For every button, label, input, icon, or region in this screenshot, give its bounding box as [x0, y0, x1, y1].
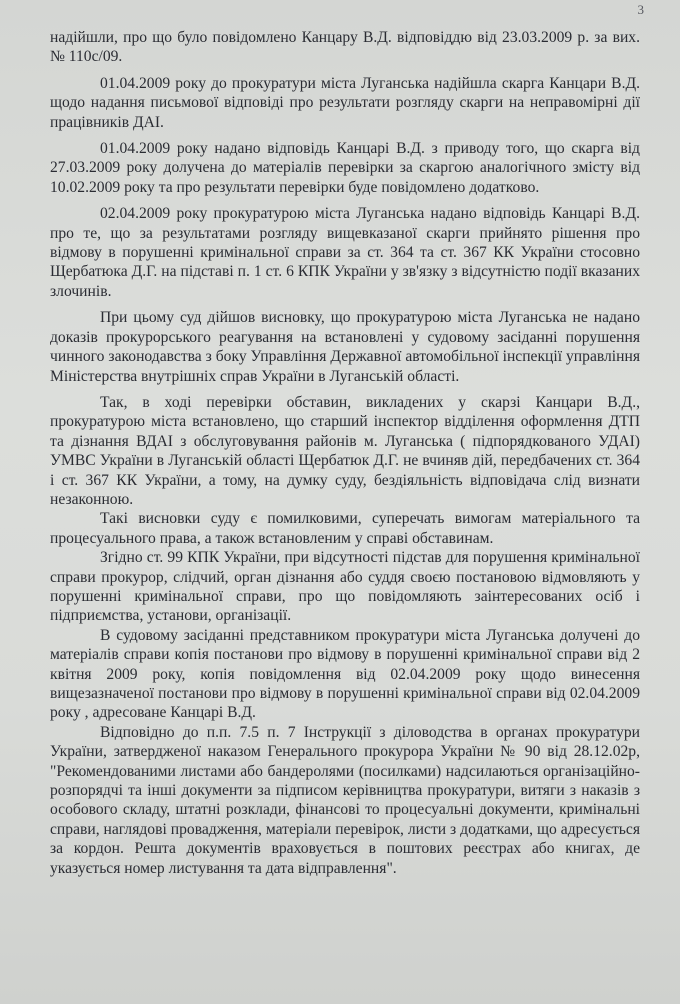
paragraph-10: Відповідно до п.п. 7.5 п. 7 Інструкції з діловодства в органах прокуратури України, затвердженої наказом Генерального прокурора України № 90 від 28.12.02р, "Рекомендованими листами або бандеролями (посилками) надсилаються організаційно-розпорядчі та інші документи за підписом керівництва прокуратури, витяги з наказів з особового складу, штатні розклади, фінансові то процесуальні документи, кримінальні справи, наглядові провадження, матеріали перевірок, листи з додатками, що адресується за кордон. Решта документів враховується в поштових реєстрах або книгах, де указується номер листування та дата відправлення". — [50, 723, 640, 877]
paragraph-3: 01.04.2009 року надано відповідь Канцарі В.Д. з приводу того, що скарга від 27.03.2009 року долучена до матеріалів перевірки за скаргою аналогічного змісту від 10.02.2009 року та про результати перевірки буде повідомлено додатково. — [50, 140, 640, 196]
paragraph-2: 01.04.2009 року до прокуратури міста Луганська надійшла скарга Канцари В.Д. щодо надання письмової відповіді про результати розгляду скарги на неправомірні дії працівників ДАІ. — [50, 74, 640, 131]
paragraph-6: Так, в ході перевірки обставин, викладених у скарзі Канцари В.Д., прокуратурою міста встановлено, що старший інспектор відділення оформлення ДТП та дізнання ВДАІ з обслуговування районів м. Луганська ( підпорядкованого УДАІ) УМВС України в Луганській області Щербатюк Д.Г. не вчиняв дій, передбачених ст. 364 і ст. 367 КК України, а тому, на думку суду, бездіяльність відповідача слід визнати незаконною. — [50, 393, 640, 508]
paragraph-4: 02.04.2009 року прокуратурою міста Луганська надано відповідь Канцарі В.Д. про те, що за результатами розгляду вищевказаної скарги прийнято рішення про відмову в порушенні кримінальної справи за ст. 364 та ст. 367 КК України стосовно Щербатюка Д.Г. на підставі п. 1 ст. 6 КПК України у зв'язку з відсутністю події вказаних злочинів. — [50, 205, 640, 300]
paragraph-7: Такі висновки суду є помилковими, суперечать вимогам матеріального та процесуального права, а також встановленим у справі обставинам. — [50, 510, 640, 547]
paragraph-8: Згідно ст. 99 КПК України, при відсутності підстав для порушення кримінальної справи прокурор, слідчий, орган дізнання або суддя своєю постановою відмовляють у порушенні кримінальної справи, про що повідомляють заінтересованих осіб і підприємства, установи, організації. — [50, 549, 640, 625]
paragraph-1: надійшли, про що було повідомлено Канцару В.Д. відповіддю від 23.03.2009 р. за вих. № 110с/09. — [50, 29, 640, 66]
paragraph-9: В судовому засіданні представником прокуратури міста Луганська долучені до матеріалів справи копія постанови про відмову в порушенні кримінальної справи від 2 квітня 2009 року, копія повідомлення від 02.04.2009 року щодо винесення вищезазначеної постанови про відмову в порушенні кримінальної справи від 02.04.2009 року , адресоване Канцарі В.Д. — [50, 626, 640, 722]
paragraph-5: При цьому суд дійшов висновку, що прокуратурою міста Луганська не надано доказів прокурорського реагування на встановлені у судовому засіданні порушення чинного законодавства з боку Управління Державної автомобільної інспекції управління Міністерства внутрішніх справ України в Луганській області. — [50, 309, 640, 385]
page-number: 3 — [637, 2, 644, 17]
